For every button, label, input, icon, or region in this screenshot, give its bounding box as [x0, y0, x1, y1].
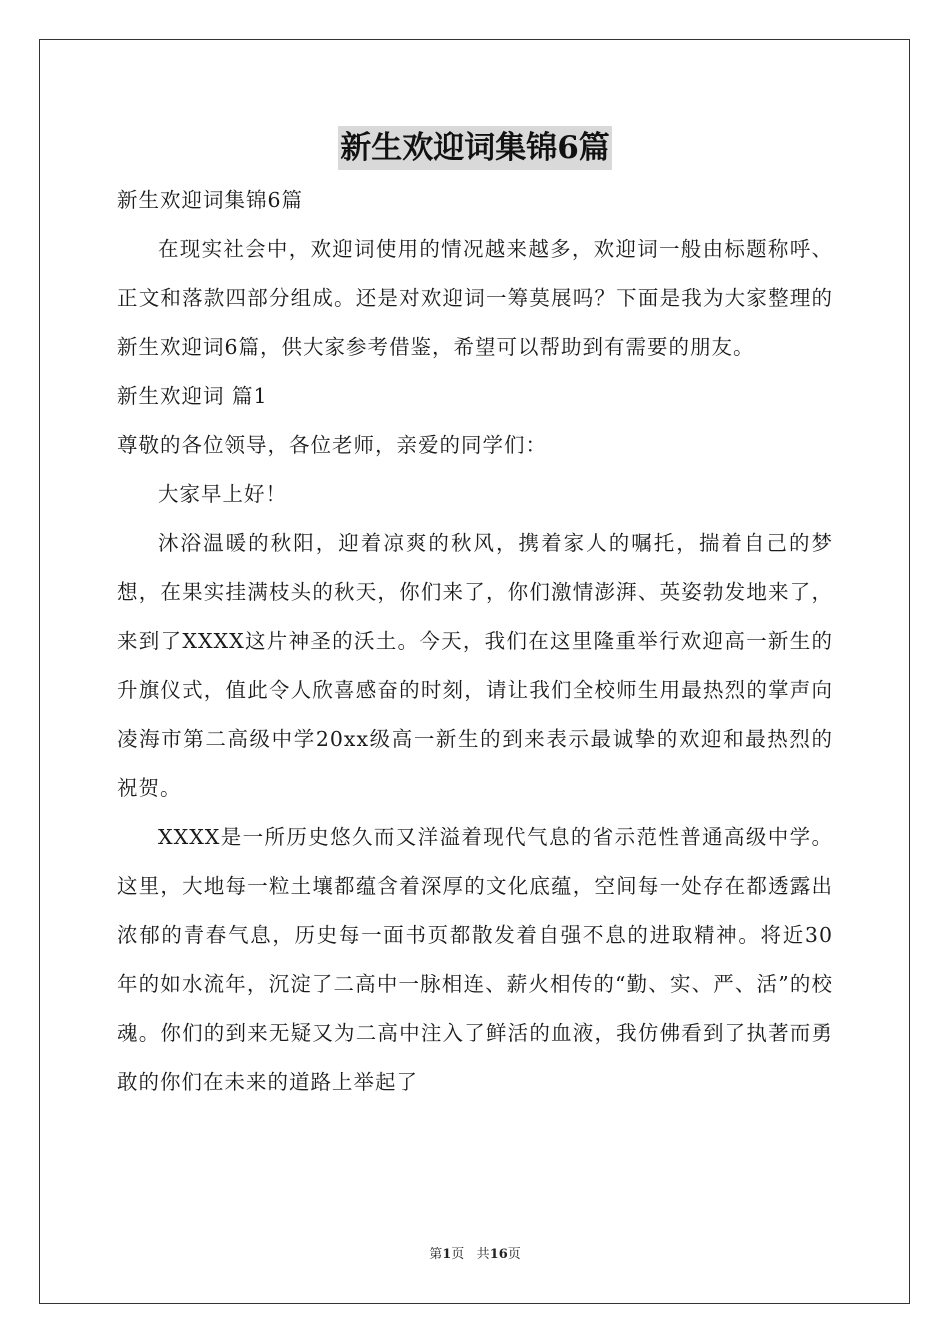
title-container: [0, 126, 950, 170]
body-paragraph: 沐浴温暖的秋阳，迎着凉爽的秋风，携着家人的嘱托，揣着自己的梦想，在果实挂满枝头的秋天，你们来了，你们激情澎湃、英姿勃发地来了，来到了XXXX这片神圣的沃土。今天，我们在这里隆重举行欢迎高一新生的升旗仪式，值此令人欣喜感奋的时刻，请让我们全校师生用最热烈的掌声向凌海市第二高级中学20xx级高一新生的到来表示最诚挚的欢迎和最热烈的祝贺。: [117, 531, 833, 800]
page-label: 页: [451, 1247, 465, 1262]
section-heading: 新生欢迎词 篇1: [117, 384, 268, 408]
page-prefix: 第: [429, 1247, 443, 1262]
page-footer: [0, 1243, 950, 1262]
greeting: 大家早上好！: [158, 482, 287, 506]
intro-paragraph: 在现实社会中，欢迎词使用的情况越来越多，欢迎词一般由标题称呼、正文和落款四部分组成。还是对欢迎词一筹莫展吗？下面是我为大家整理的新生欢迎词6篇，供大家参考借鉴，希望可以帮助到有需要的朋友。: [117, 237, 833, 359]
total-suffix: 页: [507, 1247, 521, 1262]
body-paragraph: XXXX是一所历史悠久而又洋溢着现代气息的省示范性普通高级中学。这里，大地每一粒土壤都蕴含着深厚的文化底蕴，空间每一处存在都透露出浓郁的青春气息，历史每一面书页都散发着自强不息的进取精神。将近30年的如水流年，沉淀了二高中一脉相连、薪火相传的“勤、实、严、活”的校魂。你们的到来无疑又为二高中注入了鲜活的血液，我仿佛看到了执著而勇敢的你们在未来的道路上举起了: [117, 825, 833, 1094]
subtitle-line: 新生欢迎词集锦6篇: [117, 188, 304, 212]
current-page-number: 1: [442, 1247, 452, 1262]
document-title: 新生欢迎词集锦6篇: [338, 126, 612, 170]
salutation: 尊敬的各位领导，各位老师，亲爱的同学们：: [117, 433, 547, 457]
total-prefix: 共: [476, 1247, 490, 1262]
total-pages-number: 16: [489, 1247, 508, 1262]
document-body: [117, 176, 833, 1107]
